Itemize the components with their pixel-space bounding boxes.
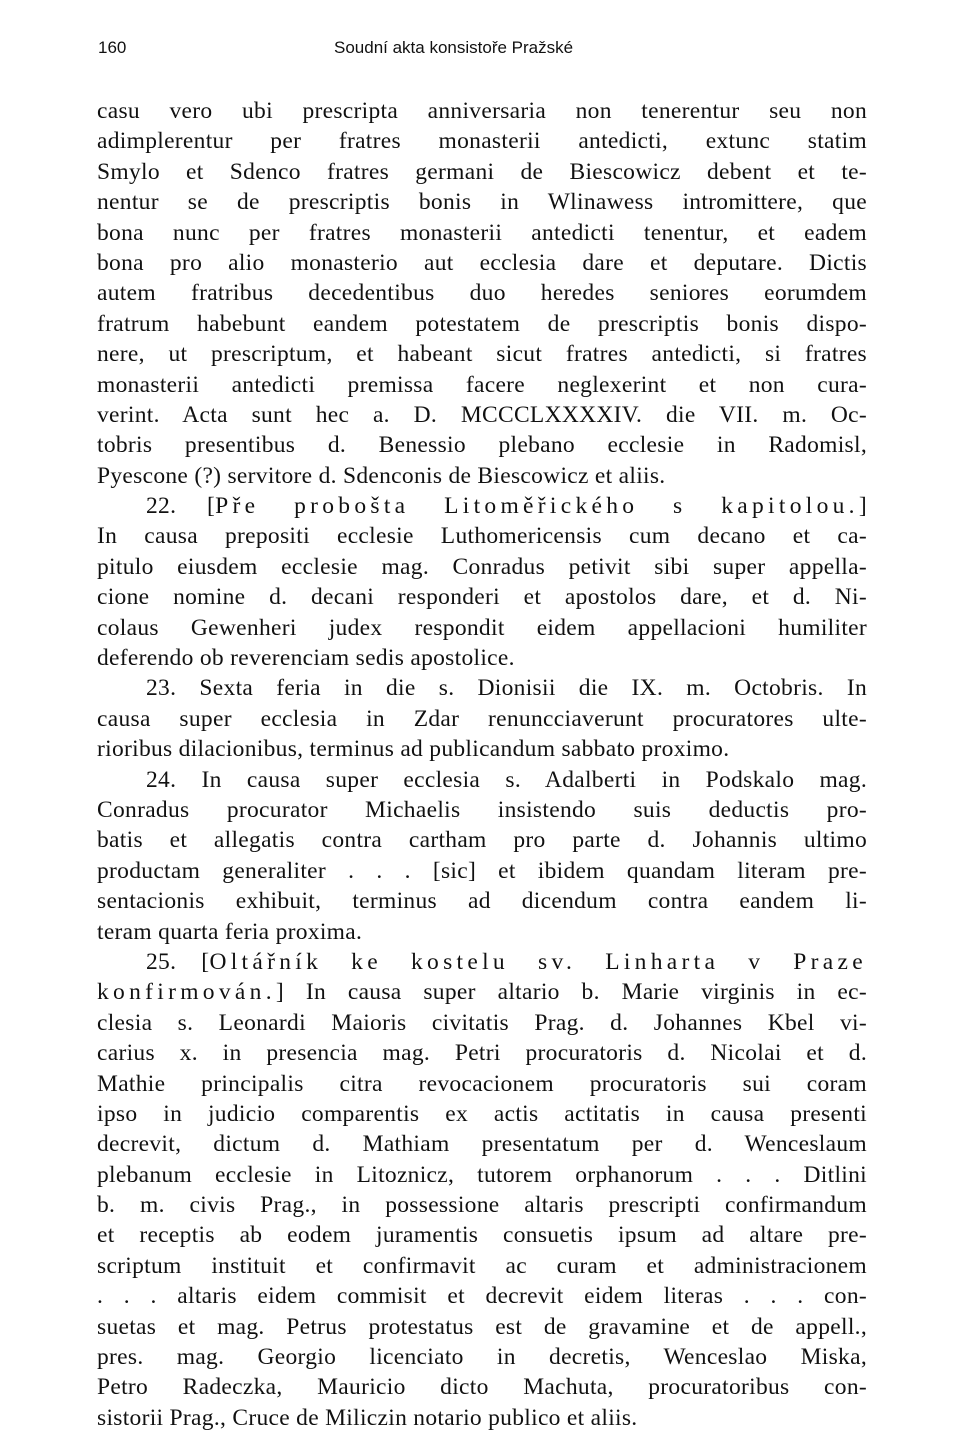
text-line <box>97 248 867 278</box>
text-line <box>97 947 867 977</box>
text-line <box>97 643 867 673</box>
line-text: ipso in judicio comparentis ex actis actitatis in causa presenti <box>97 1100 867 1127</box>
line-text: Smylo et Sdenco fratres germani de Biescowicz debent et te- <box>97 158 867 185</box>
line-text: monasterii antedicti premissa facere neglexerint et non cura- <box>97 371 867 398</box>
text-line <box>97 278 867 308</box>
text-line <box>97 856 867 886</box>
text-line <box>97 1069 867 1099</box>
line-text: scriptum instituit et confirmavit ac curam et administracionem <box>97 1252 867 1279</box>
text-line <box>97 521 867 551</box>
text-line <box>97 1038 867 1068</box>
spaced-heading-text: konfirmován. <box>97 979 276 1006</box>
line-text: pres. mag. Georgio licenciato in decretis, Wenceslao Miska, <box>97 1344 867 1371</box>
text-line <box>97 218 867 248</box>
text-line <box>97 1099 867 1129</box>
line-text: pitulo eiusdem ecclesie mag. Conradus petivit sibi super appella- <box>97 553 867 580</box>
text-line <box>97 430 867 460</box>
line-text: . . . altaris eidem commisit et decrevit eidem literas . . . con- <box>97 1283 867 1310</box>
line-text: casu vero ubi prescripta anniversaria non tenerentur seu non <box>97 98 867 124</box>
line-text-after: ] In causa super altario b. Marie virginis in ec- <box>275 979 867 1006</box>
line-text: decrevit, dictum d. Mathiam presentatum per d. Wenceslaum <box>97 1131 867 1158</box>
line-text: causa super ecclesia in Zdar renuncciaverunt procuratores ulte- <box>97 705 867 732</box>
line-text: Petro Radeczka, Mauricio dicto Machuta, procuratoribus con- <box>97 1374 867 1401</box>
body-text <box>97 96 867 1433</box>
text-line <box>97 977 867 1007</box>
line-text: verint. Acta sunt hec a. D. MCCCLXXXXIV. die VII. m. Oc- <box>97 401 867 428</box>
line-text: b. m. civis Prag., in possessione altaris prescripti confirmandum <box>97 1192 867 1219</box>
line-text: carius x. in presencia mag. Petri procuratoris d. Nicolai et d. <box>97 1040 867 1067</box>
text-line <box>97 673 867 703</box>
text-line <box>97 126 867 156</box>
line-text: batis et allegatis contra cartham pro parte d. Johannis ultimo <box>97 827 867 854</box>
line-text: suetas et mag. Petrus protestatus est de gravamine et de appell., <box>97 1313 867 1340</box>
line-text: Mathie principalis citra revocacionem procuratoris sui coram <box>97 1070 867 1097</box>
line-text-after: ] <box>858 493 867 520</box>
text-line <box>97 734 867 764</box>
line-text: 23. Sexta feria in die s. Dionisii die IX. m. Octobris. In <box>146 675 867 702</box>
line-text: nentur se de prescriptis bonis in Wlinawess intromittere, que <box>97 189 867 216</box>
text-line <box>97 157 867 187</box>
text-line <box>97 1312 867 1342</box>
line-text: fratrum habebunt eandem potestatem de prescriptis bonis dispo- <box>97 310 867 337</box>
text-line <box>97 1190 867 1220</box>
line-text: sistorii Prag., Cruce de Miliczin notario publico et aliis. <box>97 1404 638 1431</box>
page-number: 160 <box>98 38 127 57</box>
text-line <box>97 582 867 612</box>
text-line <box>97 1160 867 1190</box>
line-text: colaus Gewenheri judex respondit eidem appellacioni humiliter <box>97 614 867 641</box>
text-line <box>97 491 867 521</box>
text-line <box>97 704 867 734</box>
text-line <box>97 1129 867 1159</box>
text-line <box>97 825 867 855</box>
line-text: clesia s. Leonardi Maioris civitatis Prag. d. Johannes Kbel vi- <box>97 1009 867 1036</box>
line-text: Pyescone (?) servitore d. Sdenconis de Biescowicz et aliis. <box>97 462 666 489</box>
text-line <box>97 1008 867 1038</box>
line-text: sentacionis exhibuit, terminus ad dicendum contra eandem li- <box>97 888 867 915</box>
text-line <box>97 552 867 582</box>
line-text: autem fratribus decedentibus duo heredes seniores eorumdem <box>97 280 867 307</box>
text-line <box>97 187 867 217</box>
line-text: bona nunc per fratres monasterii antedicti tenentur, et eadem <box>97 219 867 246</box>
text-line <box>97 765 867 795</box>
text-line <box>97 1220 867 1250</box>
text-line <box>97 613 867 643</box>
line-text: teram quarta feria proxima. <box>97 918 363 945</box>
line-text: nere, ut prescriptum, et habeant sicut fratres antedicti, si fratres <box>97 341 867 368</box>
spaced-heading-text: Oltářník ke kostelu sv. Linharta v Praze <box>209 948 867 975</box>
text-line <box>97 1403 867 1433</box>
line-text: productam generaliter . . . [sic] et ibidem quandam literam pre- <box>97 857 867 884</box>
line-text: 22. [ <box>146 493 216 520</box>
line-text: plebanum ecclesie in Litoznicz, tutorem orphanorum . . . Ditlini <box>97 1161 867 1188</box>
text-line <box>97 886 867 916</box>
text-line <box>97 1251 867 1281</box>
line-text: et receptis ab eodem juramentis consuetis ipsum ad altare pre- <box>97 1222 867 1249</box>
line-text: tobris presentibus d. Benessio plebano ecclesie in Radomisl, <box>97 432 867 459</box>
line-text: deferendo ob reverenciam sedis apostolice. <box>97 645 515 672</box>
text-line <box>97 400 867 430</box>
line-text: cione nomine d. decani responderi et apostolos dare, et d. Ni- <box>97 584 867 611</box>
line-text: 24. In causa super ecclesia s. Adalberti in Podskalo mag. <box>146 766 867 793</box>
text-line <box>97 370 867 400</box>
spaced-heading-text: Pře probošta Litoměřického s kapitolou. <box>215 493 859 520</box>
page-header <box>98 38 862 62</box>
line-text: bona pro alio monasterio aut ecclesia dare et deputare. Dictis <box>97 249 867 276</box>
text-line <box>97 309 867 339</box>
text-line <box>97 461 867 491</box>
text-line <box>97 1372 867 1402</box>
running-title: Soudní akta konsistoře Pražské <box>334 38 574 57</box>
text-line <box>97 1281 867 1311</box>
text-line <box>97 795 867 825</box>
line-text: Conradus procurator Michaelis insistendo suis deductis pro- <box>97 796 867 823</box>
line-text: adimplerentur per fratres monasterii antedicti, extunc statim <box>97 128 867 155</box>
text-line <box>97 339 867 369</box>
text-line <box>97 917 867 947</box>
text-line <box>97 96 867 126</box>
line-text: In causa prepositi ecclesie Luthomericensis cum decano et ca- <box>97 523 867 550</box>
text-line <box>97 1342 867 1372</box>
line-text: 25. [ <box>146 948 210 975</box>
line-text: rioribus dilacionibus, terminus ad publicandum sabbato proximo. <box>97 736 730 763</box>
